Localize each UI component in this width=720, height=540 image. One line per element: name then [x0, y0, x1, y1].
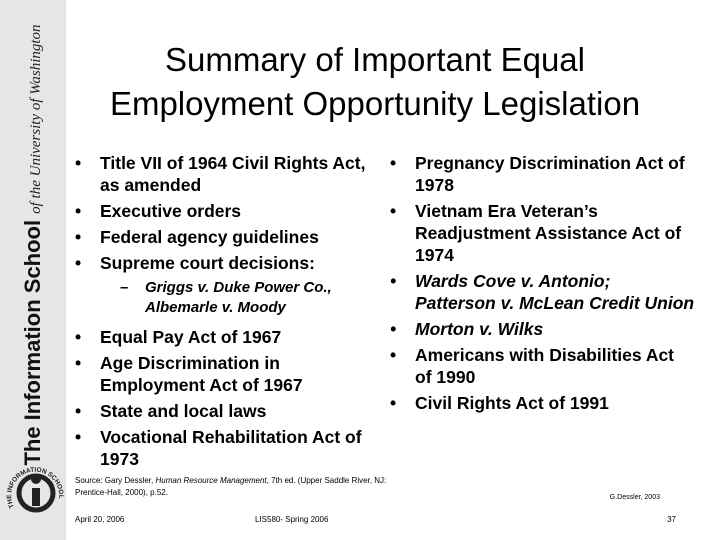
footer-date: April 20, 2006: [75, 515, 125, 524]
ischool-logo: [4, 455, 64, 535]
list-item: • Vietnam Era Veteran’s Readjustment Assistance Act of 1974: [385, 200, 695, 266]
page-number: 37: [667, 515, 676, 524]
list-item: • Title VII of 1964 Civil Rights Act, as amended: [70, 152, 370, 196]
list-item: • Federal agency guidelines: [70, 226, 370, 248]
right-column: [385, 152, 695, 418]
slide-title-line1: Summary of Important Equal: [164, 41, 585, 78]
copyright-note: G.Dessler, 2003: [609, 494, 660, 501]
source-suffix: , 7th ed. (Upper Saddle River, NJ: Prentice-Hall, 2000), p.52.: [75, 476, 387, 497]
list-item: • Vocational Rehabilitation Act of 1973: [70, 426, 370, 470]
slide-title-line2: Employment Opportunity Legislation: [109, 85, 641, 122]
source-prefix: Source: Gary Dessler,: [75, 476, 156, 485]
slide-title: [70, 38, 680, 126]
list-item: • Supreme court decisions:: [70, 252, 370, 274]
logo-text: THE INFORMATION SCHOOL: [6, 466, 64, 510]
sidebar: [0, 0, 66, 540]
case-sublist: [70, 278, 370, 318]
left-list-continued: [70, 326, 370, 470]
footer-course: LIS580- Spring 2006: [255, 515, 329, 524]
list-item: • Wards Cove v. Antonio; Patterson v. McLean Credit Union: [385, 270, 695, 314]
source-book-title: Human Resource Management: [155, 476, 267, 485]
list-item: • Equal Pay Act of 1967: [70, 326, 370, 348]
list-item: • Americans with Disabilities Act of 1990: [385, 344, 695, 388]
list-item: • Civil Rights Act of 1991: [385, 392, 695, 414]
school-suffix: of the University of Washington: [28, 24, 44, 214]
left-column: [70, 152, 370, 474]
source-citation: [75, 475, 395, 499]
left-list: [70, 152, 370, 274]
list-item: • Executive orders: [70, 200, 370, 222]
list-item: • State and local laws: [70, 400, 370, 422]
list-item: • Morton v. Wilks: [385, 318, 695, 340]
school-name: The Information School: [20, 219, 45, 466]
list-item: • Pregnancy Discrimination Act of 1978: [385, 152, 695, 196]
right-list: [385, 152, 695, 414]
list-item: • Age Discrimination in Employment Act of 1967: [70, 352, 370, 396]
sub-list-item: – Griggs v. Duke Power Co., Albemarle v. Moody: [70, 278, 370, 318]
school-name-vertical: [20, 24, 46, 465]
